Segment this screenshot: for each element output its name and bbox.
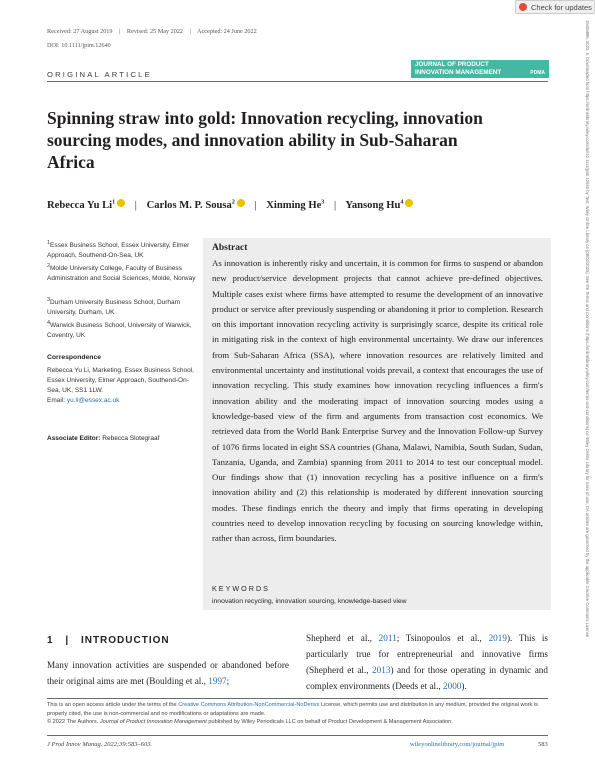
footnote-text: © 2022 The Authors.	[47, 719, 100, 726]
author-affiliation-sup: 4	[400, 199, 404, 206]
associate-editor-label: Associate Editor:	[47, 435, 101, 442]
side-download-notice: 15405885, 2022, 5, Downloaded from https://onlinelibrary.wiley.com/doi/10.1111/jpim.12640 by Test, Wiley Online Library on [08/02/2025]. See the Terms and Conditions (https://onlinelibrary.wiley.com/terms-and-conditions) on Wiley Online Library for rules of use; OA articles are governed by the applicable Creative Commons License	[585, 20, 590, 638]
email-link[interactable]: yu.li@essex.ac.uk	[66, 397, 120, 404]
affiliation-text: Molde University College, Faculty of Business Administration and Social Sciences, Molde, Norway	[47, 265, 196, 283]
license-footnote	[47, 701, 547, 727]
abstract-heading: Abstract	[212, 243, 248, 253]
affiliation-text: Durham University Business School, Durham University, Durham, UK	[47, 299, 181, 317]
section-separator: |	[65, 635, 70, 646]
body-text: ; Tsinopoulos et al.,	[396, 633, 489, 643]
received-date: Received: 27 August 2019	[47, 28, 113, 35]
footnote-text: License, which permits use and distribution in any medium, provided the original work is properly cited, the use is non-commercial and no modifications or adaptations are made.	[47, 702, 538, 717]
abstract-text: As innovation is inherently risky and uncertain, it is common for firms to suspend or abandon new product/service development projects that cannot achieve pre-defined objectives. Multiple cases exist where firms have attempted to resume the development of an innovative product or service after previously suspending or abandoning it prior to completion. Research on this important innovation recycling activity is surprisingly scarce, despite its critical role in mitigating risk in the context of high environmental uncertainty. We draw our inferences from Sub-Saharan Africa (SSA), where innovation resources are relatively limited and environmental uncertainty and institutional voids prevail, a context that encourages the use of innovation recycling. This study examines how innovation recycling influences a firm's innovation ability and the moderating impact of innovation sourcing modes using a knowledge-based view of the firm and arguments from transaction cost economics. We retrieved data from the World Bank Enterprise Survey and the Innovation Follow-up Survey of 1076 firms located in eight SSA countries (Ghana, Malawi, Namibia, South Sudan, Sudan, Tanzania, Uganda, and Zambia) spanning from 2011 to 2014 to test our conceptual model. Our findings show that (1) innovation recycling has a positive influence on a firm's innovation ability and (2) this relationship is moderated by different innovation sourcing modes. These findings enrich the theory and imply that firms operating in developing countries need to develop innovation recycling by focusing on sourcing knowledge within, rather than across, firm boundaries.	[212, 258, 543, 544]
journal-logo-line1: JOURNAL OF PRODUCT	[415, 61, 489, 68]
article-title: Spinning straw into gold: Innovation recycling, innovation sourcing modes, and innovation ability in Sub-Saharan Africa	[47, 108, 483, 172]
body-text: Many innovation activities are suspended or abandoned before their original aims are met (Boulding et al.,	[47, 660, 289, 686]
body-text: ).	[461, 681, 467, 691]
body-text: ;	[226, 676, 230, 686]
page-number: 583	[538, 741, 548, 748]
orcid-icon[interactable]	[405, 199, 413, 207]
license-link[interactable]: Creative Commons Attribution-NonCommercial-NoDerivs	[178, 702, 320, 708]
affiliation-text: Warwick Business School, University of Warwick, Coventry, UK	[47, 322, 192, 340]
affiliation-sup: 2	[47, 263, 51, 269]
affiliation	[47, 318, 197, 341]
footnote-divider	[47, 698, 548, 699]
citation-link[interactable]: 2011	[378, 633, 397, 643]
affiliation-sup: 3	[47, 297, 51, 303]
section-heading	[47, 635, 170, 646]
footnote-journal: Journal of Product Innovation Management	[99, 719, 207, 726]
check-for-updates-label: Check for updates	[531, 2, 592, 12]
body-text: ). This is particularly true for entrepreneurial and innovative firms (Shepherd et al.,	[306, 633, 548, 675]
footer-divider	[47, 735, 548, 736]
affiliation	[47, 238, 197, 261]
associate-editor	[47, 435, 159, 442]
doi[interactable]: DOI: 10.1111/jpim.12640	[47, 42, 111, 49]
check-for-updates-button[interactable]	[515, 0, 595, 14]
author-name[interactable]: Yansong Hu	[345, 200, 401, 211]
journal-logo-tag: PDMA	[530, 70, 545, 76]
author-name[interactable]: Rebecca Yu Li	[47, 200, 113, 211]
footer-citation: J Prod Innov Manag. 2022;39:583–603.	[47, 741, 153, 748]
citation-link[interactable]: 2013	[372, 665, 391, 675]
author-name[interactable]: Carlos M. P. Sousa	[146, 200, 232, 211]
journal-logo-line2: INNOVATION MANAGEMENT	[415, 69, 502, 76]
revised-date: Revised: 25 May 2022	[126, 28, 184, 35]
email-label: Email:	[47, 397, 66, 404]
affiliation-text: Essex Business School, Essex University, Elmer Approach, Southend-On-Sea, UK	[47, 242, 190, 260]
author-name[interactable]: Xinming He	[266, 200, 322, 211]
affiliation-sup: 4	[47, 320, 51, 326]
affiliation	[47, 295, 197, 318]
author-affiliation-sup: 3	[321, 199, 325, 206]
journal-url-link[interactable]: wileyonlinelibrary.com/journal/jpim	[410, 741, 505, 748]
body-column-left	[47, 657, 289, 689]
body-column-right	[306, 630, 548, 694]
author-affiliation-sup: 1	[112, 199, 116, 206]
correspondence-text	[47, 366, 197, 406]
citation-link[interactable]: 2000	[443, 681, 462, 691]
correspondence-heading: Correspondence	[47, 354, 102, 361]
citation-link[interactable]: 1997	[208, 676, 227, 686]
keywords-text: innovation recycling, innovation sourcing, knowledge-based view	[212, 598, 407, 605]
section-number: 1	[47, 635, 54, 646]
correspondence-address: Rebecca Yu Li, Marketing, Essex Business School, Essex University, Elmer Approach, Southend-On-Sea, UK, SS1 1LW.	[47, 367, 194, 394]
footnote-text: This is an open access article under the terms of the	[47, 702, 179, 708]
journal-logo	[411, 60, 549, 78]
associate-editor-name: Rebecca Slotegraaf	[102, 435, 160, 442]
orcid-icon[interactable]	[117, 199, 125, 207]
footnote-text: published by Wiley Periodicals LLC on behalf of Product Development & Management Association.	[206, 719, 453, 726]
orcid-icon[interactable]	[237, 199, 245, 207]
section-title: INTRODUCTION	[80, 635, 170, 646]
keywords-heading: KEYWORDS	[212, 584, 270, 593]
affiliation	[47, 261, 197, 284]
body-text: ) and for those operating in dynamic and complex environments (Deeds et al.,	[306, 665, 548, 691]
body-text: Shepherd et al.,	[306, 633, 379, 643]
affiliation-sup: 1	[47, 240, 51, 246]
accepted-date: Accepted: 24 June 2022	[197, 28, 257, 35]
update-icon	[519, 3, 527, 11]
citation-link[interactable]: 2019	[488, 633, 507, 643]
author-affiliation-sup: 2	[231, 199, 235, 206]
header-divider	[47, 81, 548, 82]
article-type: ORIGINAL ARTICLE	[47, 70, 152, 79]
article-dates: Received: 27 August 2019 | Revised: 25 May 2022 | Accepted: 24 June 2022	[47, 28, 257, 35]
author-list: Rebecca Yu Li$^1$ | Carlos M. P. Sousa$^2$ | Xinming He$^3$ | Yansong Hu$^4$	[47, 199, 413, 211]
